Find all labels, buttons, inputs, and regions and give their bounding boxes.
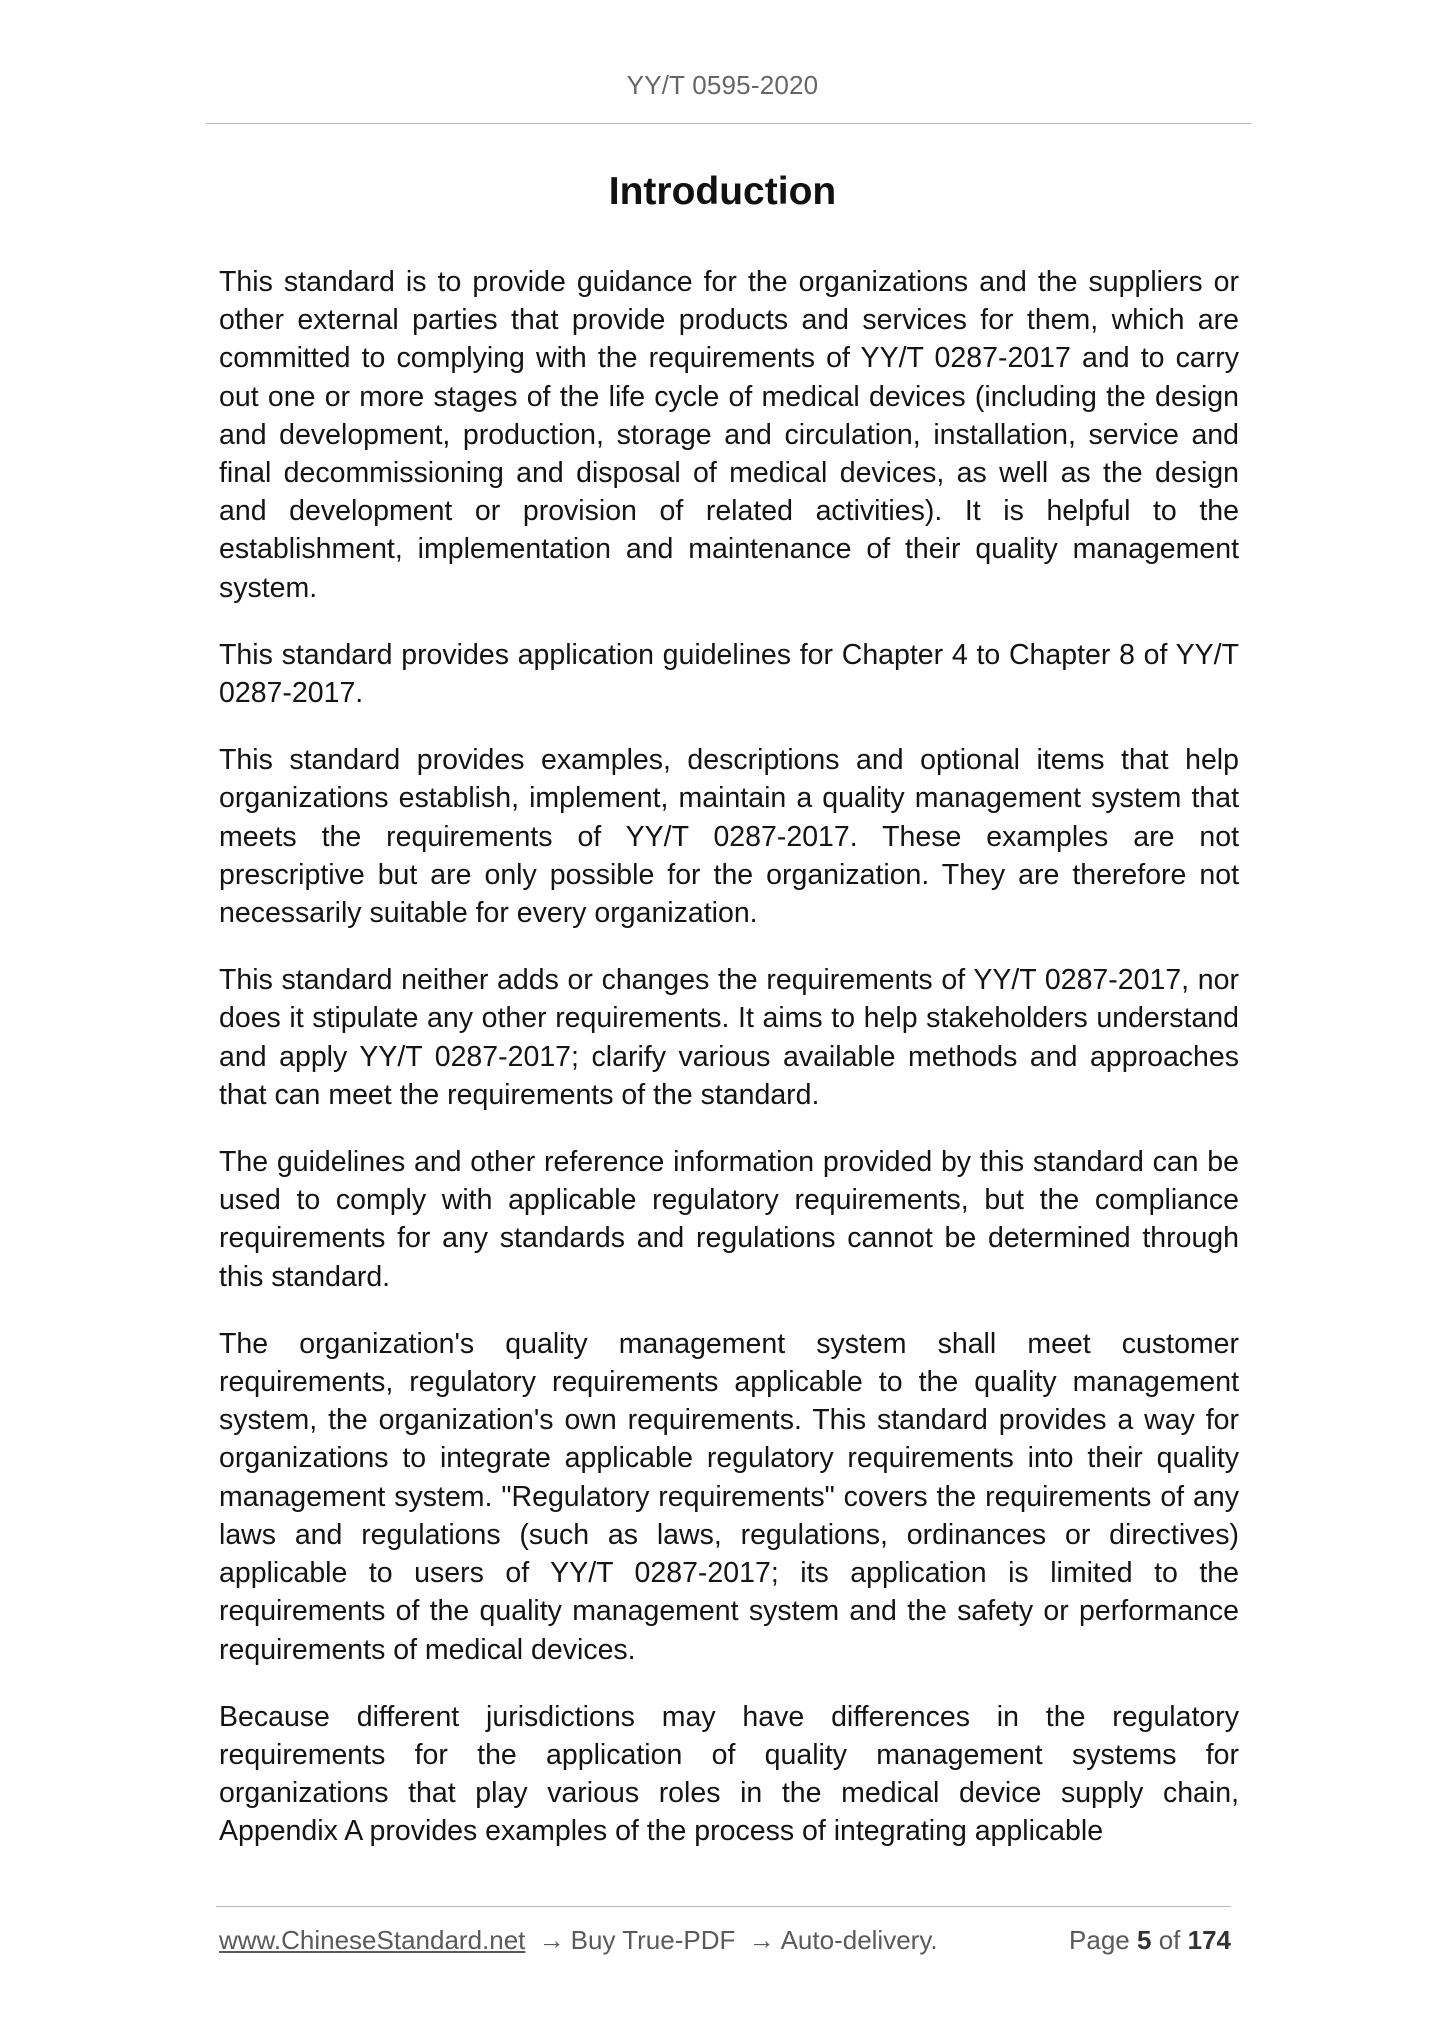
auto-delivery-text: Auto-delivery. bbox=[780, 1925, 938, 1955]
page-footer bbox=[219, 1925, 1231, 1961]
paragraph-4: This standard neither adds or changes the requirements of YY/T 0287-2017, nor does it stipulate any other requirements. It aims to help stakeholders understand and apply YY/T 0287-2017; clarify various available methods and approaches that can meet the requirements of the standard. bbox=[219, 964, 1239, 1111]
paragraph-7: Because different jurisdictions may have differences in the regulatory requirements for the application of quality management systems for organizations that play various roles in the medical device supply chain, Appendix A provides examples of the process of integrating applicable bbox=[219, 1700, 1239, 1848]
of-label: of bbox=[1158, 1925, 1181, 1955]
paragraph-6: The organization's quality management system shall meet customer requirements, regulatory requirements applicable to the quality management system, the organization's own requirements. This standard provides a way for organizations to integrate applicable regulatory requirements into their quality management system. "Regulatory requirements" covers the requirements of any laws and regulations (such as laws, regulations, ordinances or directives) applicable to users of YY/T 0287-2017; its application is limited to the requirements of the quality management system and the safety or performance requirements of medical devices. bbox=[219, 1327, 1239, 1666]
page-current: 5 bbox=[1136, 1925, 1152, 1955]
body-content bbox=[219, 263, 1239, 1880]
page-total: 174 bbox=[1187, 1925, 1231, 1955]
website-link[interactable]: www.ChineseStandard.net bbox=[219, 1925, 526, 1955]
buy-true-pdf-text: Buy True-PDF bbox=[570, 1925, 736, 1955]
running-header: YY/T 0595-2020 bbox=[626, 70, 819, 100]
paragraph-1: This standard is to provide guidance for the organizations and the suppliers or other external parties that provide products and services for them, which are committed to complying with the requirements of YY/T 0287-2017 and to carry out one or more stages of the life cycle of medical devices (including the design and development, production, storage and circulation, installation, service and final decommissioning and disposal of medical devices, as well as the design and development or provision of related activities). It is helpful to the establishment, implementation and maintenance of their quality management system. bbox=[219, 266, 1239, 604]
footer-promo bbox=[219, 1925, 938, 1956]
paragraph-5: The guidelines and other reference information provided by this standard can be used to comply with applicable regulatory requirements, but the compliance requirements for any standards and regulations cannot be determined through this standard. bbox=[219, 1146, 1239, 1293]
section-title: Introduction bbox=[608, 170, 837, 213]
header-divider bbox=[206, 123, 1251, 124]
paragraph-2: This standard provides application guidelines for Chapter 4 to Chapter 8 of YY/T 0287-2017. bbox=[219, 638, 1239, 710]
paragraph-3: This standard provides examples, descriptions and optional items that help organizations establish, implement, maintain a quality management system that meets the requirements of YY/T 0287-2017. These examples are not prescriptive but are only possible for the organization. They are therefore not necessarily suitable for every organization. bbox=[219, 744, 1239, 930]
footer-divider bbox=[216, 1906, 1231, 1907]
arrow-right-icon: → bbox=[538, 1925, 565, 1955]
page-label: Page bbox=[1069, 1925, 1130, 1955]
arrow-right-icon: → bbox=[748, 1925, 775, 1955]
page-indicator bbox=[1069, 1925, 1231, 1956]
